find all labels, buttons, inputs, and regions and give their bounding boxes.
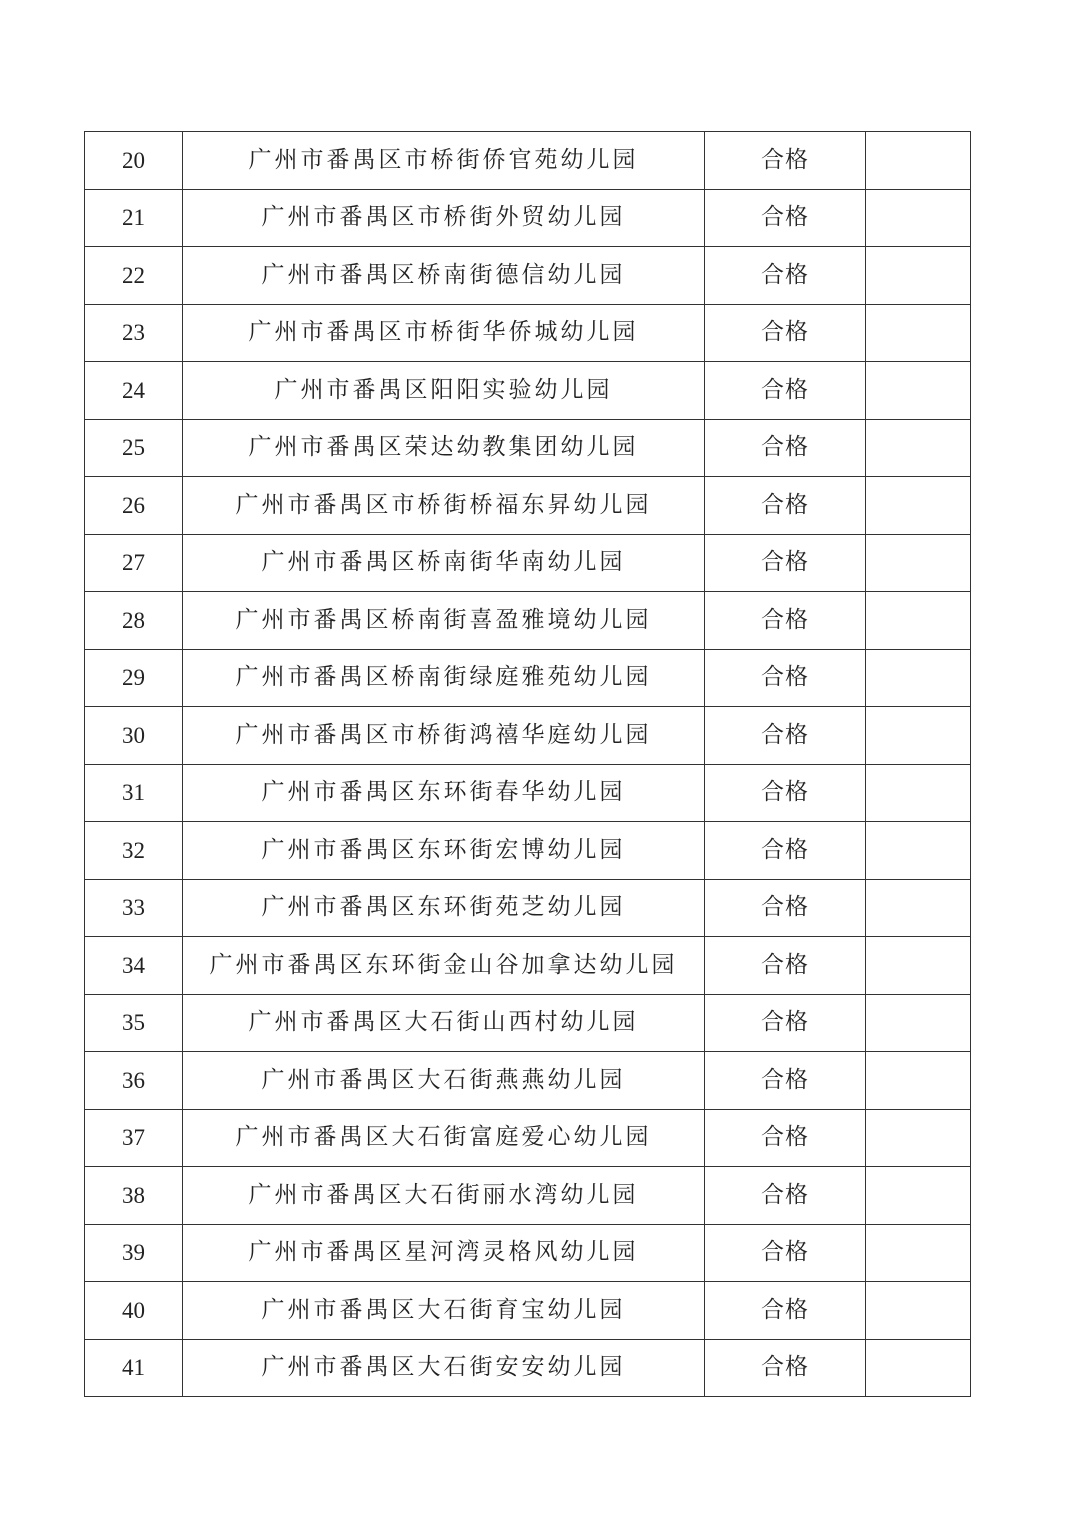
table-row: [85, 1052, 971, 1110]
inspection-result: 合格: [705, 132, 866, 190]
inspection-result: 合格: [705, 362, 866, 420]
table-row: [85, 994, 971, 1052]
kindergarten-name: 广州市番禺区市桥街鸿禧华庭幼儿园: [183, 707, 705, 765]
remarks-cell: [866, 189, 971, 247]
row-number: 38: [85, 1167, 183, 1225]
inspection-results-table: [84, 131, 971, 1397]
row-number: 33: [85, 879, 183, 937]
inspection-result: 合格: [705, 1109, 866, 1167]
inspection-result: 合格: [705, 764, 866, 822]
kindergarten-name: 广州市番禺区阳阳实验幼儿园: [183, 362, 705, 420]
row-number: 21: [85, 189, 183, 247]
remarks-cell: [866, 477, 971, 535]
kindergarten-name: 广州市番禺区大石街育宝幼儿园: [183, 1282, 705, 1340]
kindergarten-name: 广州市番禺区市桥街外贸幼儿园: [183, 189, 705, 247]
inspection-result: 合格: [705, 707, 866, 765]
remarks-cell: [866, 649, 971, 707]
kindergarten-name: 广州市番禺区大石街富庭爱心幼儿园: [183, 1109, 705, 1167]
row-number: 24: [85, 362, 183, 420]
remarks-cell: [866, 592, 971, 650]
kindergarten-name: 广州市番禺区大石街安安幼儿园: [183, 1339, 705, 1397]
row-number: 30: [85, 707, 183, 765]
inspection-result: 合格: [705, 1052, 866, 1110]
remarks-cell: [866, 362, 971, 420]
table-row: [85, 1109, 971, 1167]
table-row: [85, 592, 971, 650]
inspection-result: 合格: [705, 592, 866, 650]
remarks-cell: [866, 247, 971, 305]
table-row: [85, 764, 971, 822]
kindergarten-name: 广州市番禺区大石街丽水湾幼儿园: [183, 1167, 705, 1225]
remarks-cell: [866, 1109, 971, 1167]
table-row: [85, 247, 971, 305]
row-number: 28: [85, 592, 183, 650]
table-row: [85, 1282, 971, 1340]
inspection-result: 合格: [705, 304, 866, 362]
inspection-result: 合格: [705, 189, 866, 247]
table-row: [85, 1167, 971, 1225]
inspection-result: 合格: [705, 1282, 866, 1340]
table-row: [85, 649, 971, 707]
inspection-result: 合格: [705, 649, 866, 707]
remarks-cell: [866, 304, 971, 362]
table-row: [85, 707, 971, 765]
table-row: [85, 304, 971, 362]
table-row: [85, 362, 971, 420]
remarks-cell: [866, 764, 971, 822]
kindergarten-name: 广州市番禺区市桥街桥福东昇幼儿园: [183, 477, 705, 535]
row-number: 32: [85, 822, 183, 880]
remarks-cell: [866, 1224, 971, 1282]
kindergarten-name: 广州市番禺区东环街宏博幼儿园: [183, 822, 705, 880]
kindergarten-name: 广州市番禺区东环街春华幼儿园: [183, 764, 705, 822]
remarks-cell: [866, 1339, 971, 1397]
table-row: [85, 1224, 971, 1282]
kindergarten-name: 广州市番禺区市桥街侨官苑幼儿园: [183, 132, 705, 190]
row-number: 41: [85, 1339, 183, 1397]
kindergarten-name: 广州市番禺区桥南街喜盈雅境幼儿园: [183, 592, 705, 650]
row-number: 36: [85, 1052, 183, 1110]
table-body: [85, 132, 971, 1397]
table-row: [85, 132, 971, 190]
inspection-result: 合格: [705, 822, 866, 880]
table-row: [85, 477, 971, 535]
kindergarten-name: 广州市番禺区桥南街绿庭雅苑幼儿园: [183, 649, 705, 707]
table-row: [85, 879, 971, 937]
kindergarten-name: 广州市番禺区荣达幼教集团幼儿园: [183, 419, 705, 477]
table-row: [85, 1339, 971, 1397]
inspection-result: 合格: [705, 1167, 866, 1225]
kindergarten-name: 广州市番禺区东环街苑芝幼儿园: [183, 879, 705, 937]
kindergarten-name: 广州市番禺区东环街金山谷加拿达幼儿园: [183, 937, 705, 995]
kindergarten-name: 广州市番禺区大石街山西村幼儿园: [183, 994, 705, 1052]
inspection-result: 合格: [705, 247, 866, 305]
inspection-result: 合格: [705, 477, 866, 535]
remarks-cell: [866, 534, 971, 592]
inspection-result: 合格: [705, 419, 866, 477]
row-number: 39: [85, 1224, 183, 1282]
remarks-cell: [866, 1167, 971, 1225]
inspection-result: 合格: [705, 534, 866, 592]
row-number: 37: [85, 1109, 183, 1167]
table-row: [85, 822, 971, 880]
kindergarten-name: 广州市番禺区大石街燕燕幼儿园: [183, 1052, 705, 1110]
row-number: 26: [85, 477, 183, 535]
remarks-cell: [866, 419, 971, 477]
kindergarten-name: 广州市番禺区星河湾灵格风幼儿园: [183, 1224, 705, 1282]
table-row: [85, 189, 971, 247]
remarks-cell: [866, 1052, 971, 1110]
inspection-result: 合格: [705, 1339, 866, 1397]
row-number: 23: [85, 304, 183, 362]
kindergarten-name: 广州市番禺区市桥街华侨城幼儿园: [183, 304, 705, 362]
kindergarten-name: 广州市番禺区桥南街德信幼儿园: [183, 247, 705, 305]
row-number: 27: [85, 534, 183, 592]
remarks-cell: [866, 1282, 971, 1340]
row-number: 29: [85, 649, 183, 707]
kindergarten-name: 广州市番禺区桥南街华南幼儿园: [183, 534, 705, 592]
row-number: 35: [85, 994, 183, 1052]
inspection-result: 合格: [705, 937, 866, 995]
remarks-cell: [866, 822, 971, 880]
row-number: 20: [85, 132, 183, 190]
row-number: 40: [85, 1282, 183, 1340]
table-row: [85, 419, 971, 477]
inspection-result: 合格: [705, 994, 866, 1052]
remarks-cell: [866, 937, 971, 995]
table-row: [85, 534, 971, 592]
inspection-result: 合格: [705, 879, 866, 937]
row-number: 31: [85, 764, 183, 822]
remarks-cell: [866, 879, 971, 937]
row-number: 25: [85, 419, 183, 477]
remarks-cell: [866, 707, 971, 765]
row-number: 34: [85, 937, 183, 995]
remarks-cell: [866, 132, 971, 190]
remarks-cell: [866, 994, 971, 1052]
inspection-result: 合格: [705, 1224, 866, 1282]
row-number: 22: [85, 247, 183, 305]
table-row: [85, 937, 971, 995]
